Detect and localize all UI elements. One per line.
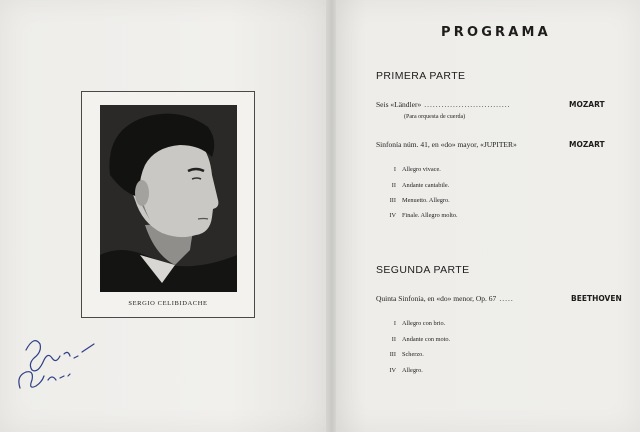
primera-parte-heading: PRIMERA PARTE: [376, 70, 466, 82]
work-jupiter-title: Sinfonía núm. 41, en «do» mayor, «JUPITER»: [376, 140, 517, 149]
movement-number: IV: [389, 367, 396, 374]
portrait-frame: [81, 91, 255, 318]
movement-name: Andante cantabile.: [402, 182, 450, 189]
movement-name: Allegro vivace.: [402, 166, 441, 173]
segunda-parte-heading: SEGUNDA PARTE: [376, 264, 470, 276]
work-landler-leader: ..............................: [424, 100, 511, 109]
movement-item: [382, 320, 445, 327]
movement-item: [382, 182, 449, 189]
movement-number: II: [391, 336, 396, 343]
portrait-illustration: [100, 105, 237, 292]
movement-number: IV: [389, 212, 396, 219]
work-quinta-title: Quinta Sinfonía, en «do» menor, Op. 67: [376, 294, 497, 303]
movement-name: Scherzo.: [402, 351, 424, 358]
work-jupiter: [376, 140, 517, 149]
movement-item: [382, 212, 458, 219]
movement-item: [382, 336, 450, 343]
work-landler-title: Seis «Ländler»: [376, 100, 422, 109]
work-quinta: [376, 294, 564, 303]
work-landler: [376, 100, 564, 109]
movement-item: [382, 367, 423, 374]
photo-caption: SERGIO CELIBIDACHE: [128, 300, 208, 307]
work-jupiter-composer: MOZART: [569, 140, 605, 149]
movement-name: Allegro con brio.: [402, 320, 446, 327]
movement-name: Finale. Allegro molto.: [402, 212, 458, 219]
work-landler-note: (Para orquesta de cuerda): [404, 114, 466, 120]
movement-number: I: [393, 166, 396, 173]
movement-number: II: [391, 182, 396, 189]
program-title: PROGRAMA: [441, 25, 551, 40]
work-landler-composer: MOZART: [569, 100, 605, 109]
conductor-portrait: [100, 105, 237, 292]
movement-item: [382, 197, 450, 204]
movement-number: III: [389, 351, 396, 358]
work-quinta-composer: BEETHOVEN: [571, 294, 622, 303]
movement-name: Menuetto. Allegro.: [402, 197, 450, 204]
movement-item: [382, 351, 424, 358]
movement-name: Allegro.: [402, 367, 423, 374]
movement-number: III: [389, 197, 396, 204]
movement-name: Andante con moto.: [402, 336, 451, 343]
movement-number: I: [393, 320, 396, 327]
work-quinta-leader: .....: [499, 294, 514, 303]
handwritten-signature: [14, 330, 104, 400]
movement-item: [382, 166, 441, 173]
